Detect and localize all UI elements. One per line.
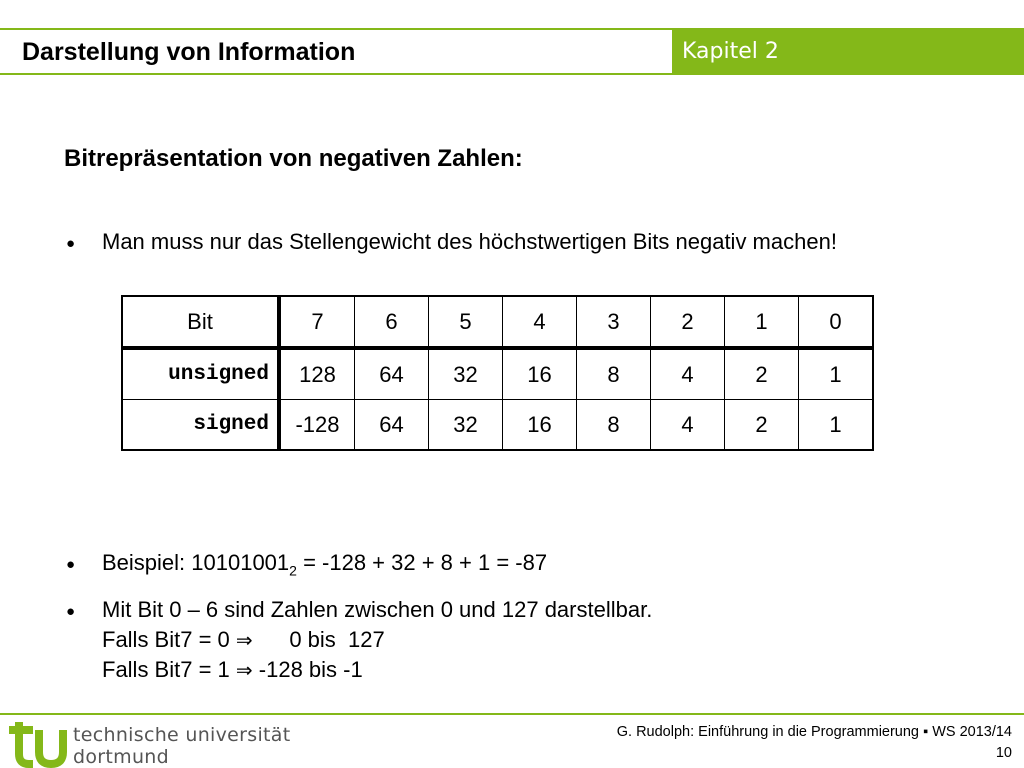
condition-text: Falls Bit7 = 1	[102, 657, 236, 682]
example-result: = -128 + 32 + 8 + 1 = -87	[296, 550, 548, 575]
table-cell: 32	[429, 400, 503, 451]
table-row	[122, 348, 873, 400]
table-cell: 2	[651, 296, 725, 348]
table-cell: 2	[725, 400, 799, 451]
tu-logo-icon	[5, 716, 69, 768]
table-row	[122, 296, 873, 348]
table-cell: 2	[725, 348, 799, 400]
table-cell: 8	[577, 348, 651, 400]
implies-arrow-icon: ⇒	[235, 630, 253, 652]
table-cell: 32	[429, 348, 503, 400]
header-rule-bottom	[0, 73, 1024, 75]
slide-title: Darstellung von Information	[22, 38, 356, 66]
footer-credit-text: G. Rudolph: Einführung in die Programmierung ▪ WS 2013/14	[616, 724, 1012, 740]
bullet-text-3-line-2	[102, 625, 385, 656]
bullet-text-3: Mit Bit 0 – 6 sind Zahlen zwischen 0 und 127 darstellbar.	[102, 597, 653, 622]
row-label-bit: Bit	[122, 296, 279, 348]
table-cell: 4	[651, 400, 725, 451]
table-cell: 64	[355, 400, 429, 451]
bullet-text-2	[102, 548, 547, 585]
table-cell: 5	[429, 296, 503, 348]
range-text: -128 bis -1	[252, 657, 363, 682]
university-name-line-2: dortmund	[73, 746, 169, 768]
university-name	[73, 724, 291, 768]
table-cell: 16	[503, 348, 577, 400]
section-heading: Bitrepräsentation von negativen Zahlen:	[64, 145, 523, 172]
table-cell: 7	[279, 296, 355, 348]
page-number: 10	[995, 745, 1012, 761]
table-row	[122, 400, 873, 451]
table-cell: 0	[799, 296, 874, 348]
range-text: 0 bis 127	[252, 627, 385, 652]
bullet-dot: ●	[66, 603, 76, 620]
table-cell: 1	[725, 296, 799, 348]
bit-weight-table	[121, 295, 874, 451]
table-cell: 64	[355, 348, 429, 400]
table-cell: 1	[799, 348, 874, 400]
table-cell: 8	[577, 400, 651, 451]
table-cell: 4	[503, 296, 577, 348]
implies-arrow-icon: ⇒	[235, 660, 253, 682]
example-base: 2	[289, 562, 297, 579]
table-cell: 3	[577, 296, 651, 348]
table-cell: 6	[355, 296, 429, 348]
table-cell: 4	[651, 348, 725, 400]
footer-credit	[617, 722, 1012, 764]
bullet-dot: ●	[66, 235, 76, 252]
table-cell: 16	[503, 400, 577, 451]
example-binary: Beispiel: 10101001	[102, 550, 290, 575]
condition-text: Falls Bit7 = 0	[102, 627, 236, 652]
table-cell: 128	[279, 348, 355, 400]
table-cell: -128	[279, 400, 355, 451]
chapter-badge: Kapitel 2	[672, 30, 1024, 73]
footer-rule	[0, 713, 1024, 715]
row-label-signed: signed	[122, 400, 279, 451]
bullet-text-3-line-3	[102, 655, 363, 686]
table-cell: 1	[799, 400, 874, 451]
university-name-line-1: technische universität	[73, 724, 291, 746]
bullet-text-1: Man muss nur das Stellengewicht des höchstwertigen Bits negativ machen!	[102, 229, 837, 254]
bullet-dot: ●	[66, 556, 76, 573]
row-label-unsigned: unsigned	[122, 348, 279, 400]
